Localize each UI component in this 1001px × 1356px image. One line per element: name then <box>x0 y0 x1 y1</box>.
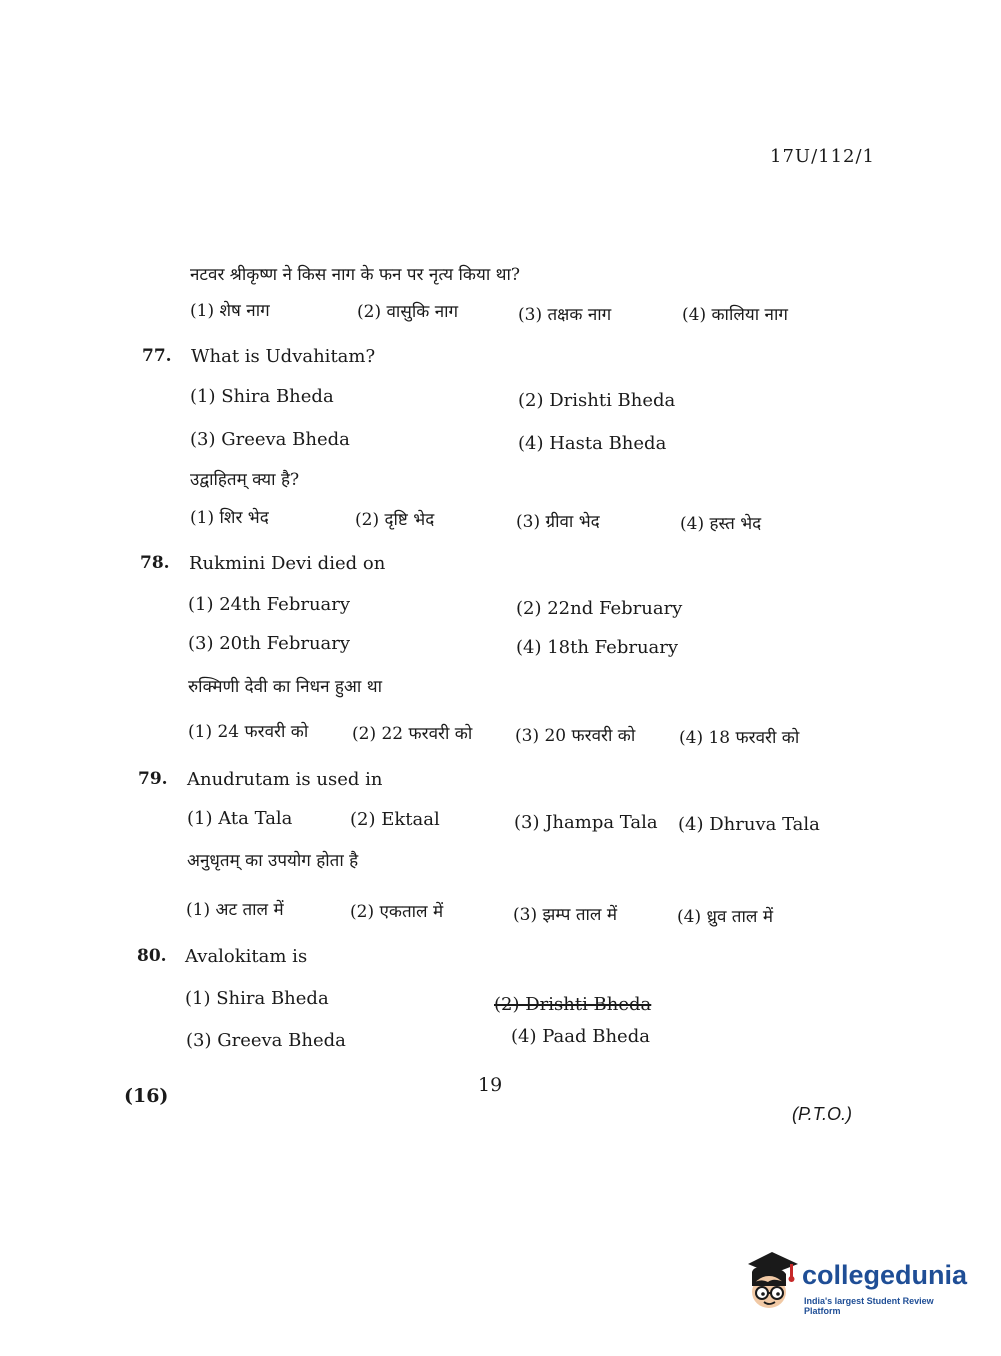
q79-option-3: (3) Jhampa Tala <box>514 812 658 833</box>
q79-number: 79. <box>138 769 168 789</box>
q78-question: Rukmini Devi died on <box>189 553 386 574</box>
q78-option-4: (4) 18th February <box>516 637 679 658</box>
student-mascot-icon <box>742 1250 800 1312</box>
q79-option-2: (2) Ektaal <box>350 809 440 830</box>
q76-hindi-option-1: (1) शेष नाग <box>190 301 270 321</box>
q80-option-4: (4) Paad Bheda <box>511 1026 650 1047</box>
q79-question: Anudrutam is used in <box>187 769 383 790</box>
collegedunia-logo <box>742 1250 972 1320</box>
brand-tagline: India's largest Student Review Platform <box>804 1296 934 1316</box>
q77-hindi-option-3: (3) ग्रीवा भेद <box>516 512 600 532</box>
q80-question: Avalokitam is <box>185 946 308 967</box>
q79-hindi-option-4: (4) ध्रुव ताल में <box>677 907 773 927</box>
q76-hindi-option-3: (3) तक्षक नाग <box>518 305 612 325</box>
q77-number: 77. <box>142 346 172 366</box>
q79-option-1: (1) Ata Tala <box>187 808 293 829</box>
q78-hindi-option-4: (4) 18 फरवरी को <box>679 728 800 748</box>
q79-option-4: (4) Dhruva Tala <box>678 814 820 835</box>
q78-option-1: (1) 24th February <box>188 594 351 615</box>
q77-option-3: (3) Greeva Bheda <box>190 429 350 450</box>
pto-label: (P.T.O.) <box>792 1104 853 1124</box>
q78-option-3: (3) 20th February <box>188 633 351 654</box>
q78-hindi-question: रुक्मिणी देवी का निधन हुआ था <box>188 677 382 697</box>
q78-hindi-option-1: (1) 24 फरवरी को <box>188 722 309 742</box>
q80-option-3: (3) Greeva Bheda <box>186 1030 346 1051</box>
q77-option-2: (2) Drishti Bheda <box>518 390 676 411</box>
q76-hindi-question: नटवर श्रीकृष्ण ने किस नाग के फन पर नृत्य किया था? <box>190 265 521 285</box>
q79-hindi-option-1: (1) अट ताल में <box>186 900 284 920</box>
q80-option-1: (1) Shira Bheda <box>185 988 329 1009</box>
q77-hindi-question: उद्वाहितम् क्या है? <box>190 470 300 490</box>
q77-option-1: (1) Shira Bheda <box>190 386 334 407</box>
q77-hindi-option-1: (1) शिर भेद <box>190 508 269 528</box>
q79-hindi-option-3: (3) झम्प ताल में <box>513 905 618 925</box>
q80-number: 80. <box>137 946 167 966</box>
q76-hindi-option-4: (4) कालिया नाग <box>682 305 788 325</box>
q79-hindi-option-2: (2) एकताल में <box>350 902 444 922</box>
q78-hindi-option-3: (3) 20 फरवरी को <box>515 726 636 746</box>
q77-hindi-option-2: (2) दृष्टि भेद <box>355 510 435 530</box>
q78-hindi-option-2: (2) 22 फरवरी को <box>352 724 473 744</box>
q80-option-2: (2) Drishti Bheda <box>494 994 652 1015</box>
q78-option-2: (2) 22nd February <box>516 598 683 619</box>
q77-hindi-option-4: (4) हस्त भेद <box>680 514 762 534</box>
q76-hindi-option-2: (2) वासुकि नाग <box>357 302 459 322</box>
footer-code: (16) <box>124 1085 169 1107</box>
q78-number: 78. <box>140 553 170 573</box>
q77-question: What is Udvahitam? <box>191 346 376 367</box>
q79-hindi-question: अनुधृतम् का उपयोग होता है <box>187 851 359 871</box>
paper-code: 17U/112/1 <box>770 146 876 167</box>
brand-name: collegedunia <box>802 1260 968 1290</box>
q77-option-4: (4) Hasta Bheda <box>518 433 667 454</box>
page-number: 19 <box>478 1074 503 1096</box>
